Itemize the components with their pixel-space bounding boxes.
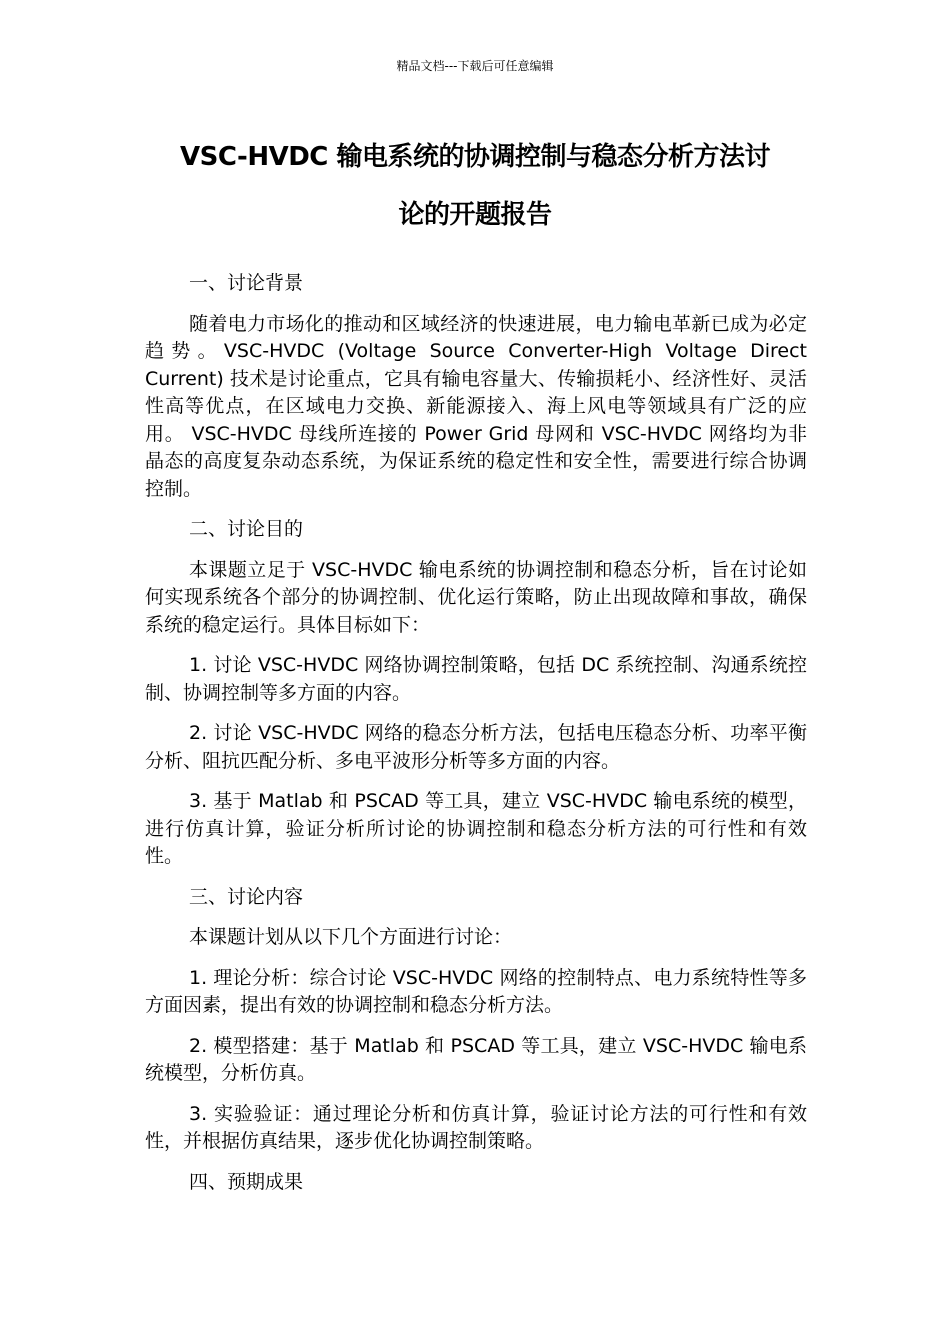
section-heading-purpose: 二、讨论目的: [189, 518, 304, 540]
background-paragraph: 随着电力市场化的推动和区域经济的快速进展，电力输电革新已成为必定趋势。VSC-HVDC (Voltage Source Converter-High Voltage Direct Current) 技术是讨论重点，它具有输电容量大、传输损耗小、经济性好、灵活性高等优点，在区域电力交换、新能源接入、海上风电等领域具有广泛的应用。 VSC-HVDC 母线所连接的 Power Grid 母网和 VSC-HVDC 网络均为非晶态的高度复杂动态系统，为保证系统的稳定性和安全性，需要进行综合协调控制。: [145, 312, 807, 500]
purpose-paragraph: 本课题立足于 VSC-HVDC 输电系统的协调控制和稳态分析，旨在讨论如何实现系统各个部分的协调控制、优化运行策略，防止出现故障和事故，确保系统的稳定运行。具体目标如下：: [145, 558, 807, 636]
section-heading-content: 三、讨论内容: [189, 885, 304, 908]
content-list-item: 3. 实验验证：通过理论分析和仿真计算，验证讨论方法的可行性和有效性，并根据仿真结果，逐步优化协调控制策略。: [145, 1102, 807, 1152]
purpose-list-item: 2. 讨论 VSC-HVDC 网络的稳态分析方法，包括电压稳态分析、功率平衡分析、阻抗匹配分析、多电平波形分析等多方面的内容。: [145, 722, 807, 772]
document-body: [145, 270, 807, 1209]
content-list-item: 1. 理论分析：综合讨论 VSC-HVDC 网络的控制特点、电力系统特性等多方面因素，提出有效的协调控制和稳态分析方法。: [145, 966, 807, 1016]
content-list-item: 2. 模型搭建：基于 Matlab 和 PSCAD 等工具，建立 VSC-HVDC 输电系统模型，分析仿真。: [145, 1034, 807, 1084]
section-heading-expected-results: 四、预期成果: [189, 1170, 304, 1193]
title-line-1: VSC-HVDC 输电系统的协调控制与稳态分析方法讨: [180, 142, 770, 172]
purpose-list-item: 3. 基于 Matlab 和 PSCAD 等工具，建立 VSC-HVDC 输电系统的模型，进行仿真计算，验证分析所讨论的协调控制和稳态分析方法的可行性和有效性。: [145, 790, 807, 867]
section-heading-background: 一、讨论背景: [189, 272, 304, 294]
title-line-2: 论的开题报告: [398, 200, 552, 230]
purpose-list-item: 1. 讨论 VSC-HVDC 网络协调控制策略，包括 DC 系统控制、沟通系统控制、协调控制等多方面的内容。: [145, 654, 807, 704]
document-title: [135, 128, 815, 244]
content-paragraph: 本课题计划从以下几个方面进行讨论：: [189, 926, 513, 948]
page-header: 精品文档---下载后可任意编辑: [396, 59, 554, 73]
